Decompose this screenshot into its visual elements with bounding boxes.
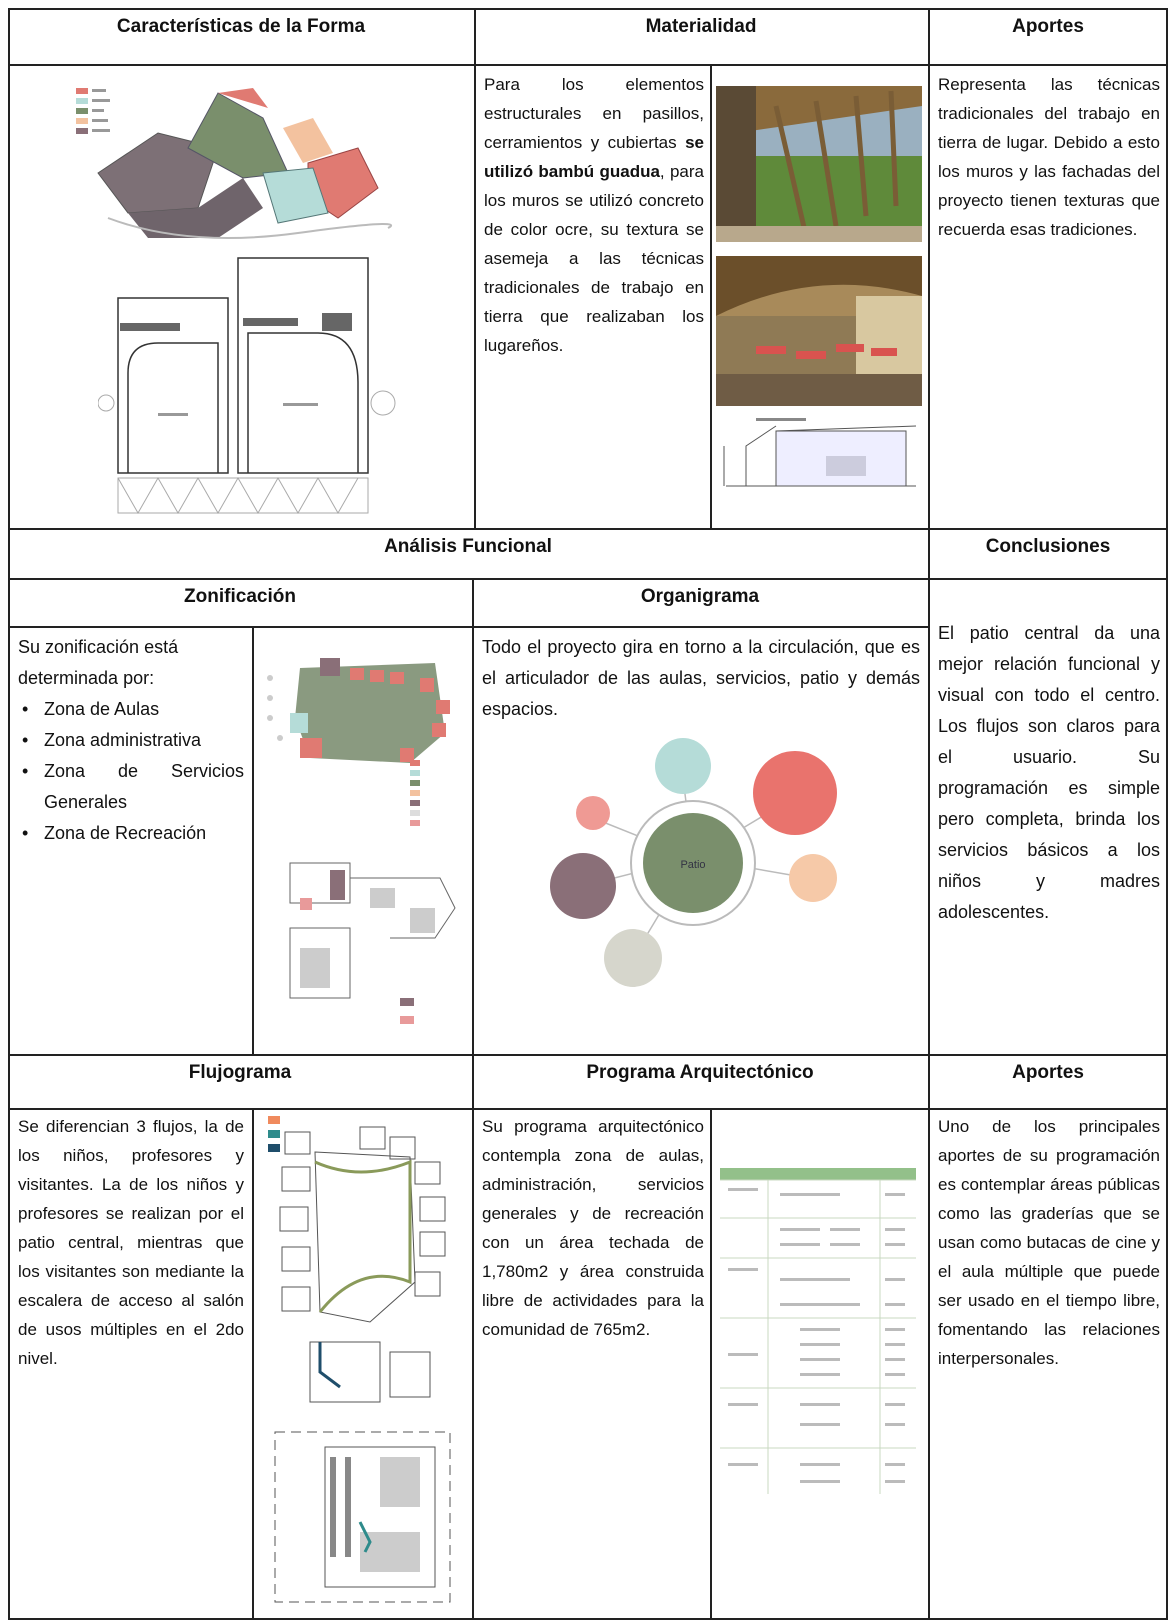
organigram-center-label: Patio xyxy=(680,859,706,871)
header-analisis: Análisis Funcional xyxy=(384,536,552,557)
flow-plans xyxy=(260,1112,470,1612)
header-zonificacion: Zonificación xyxy=(184,586,296,607)
materialidad-text xyxy=(484,70,704,360)
zonificacion-text xyxy=(18,632,244,849)
header-materialidad: Materialidad xyxy=(645,16,757,37)
flujograma-text: Se diferencian 3 flujos, la de los niños, profesores y visitantes. La de los niños y profesores se realizan por el patio central, mientras que los visitantes son mediante la escalera de acceso al salón de usos múltiples en el 2do nivel. xyxy=(18,1117,244,1368)
organigrama-text: Todo el proyecto gira en torno a la circulación, que es el articulador de las aulas, servicios, patio y demás espacios. xyxy=(482,637,920,719)
zonificacion-item: • Zona de Aulas xyxy=(44,694,244,725)
floor-plan-drawing xyxy=(98,253,398,518)
zonificacion-item: • Zona administrativa xyxy=(44,725,244,756)
section-drawing xyxy=(716,416,922,496)
zonificacion-intro: Su zonificación está determinada por: xyxy=(18,637,179,688)
header-aportes-top: Aportes xyxy=(1012,16,1084,37)
materialidad-text-part2: , para los muros se utilizó concreto de color ocre, su textura se asemeja a las técnicas tradicionales de trabajo en tierra que realizaban los lugareños. xyxy=(484,162,704,355)
zonificacion-item: • Zona de Servicios Generales xyxy=(44,756,244,818)
zonification-plans xyxy=(260,648,470,1048)
interior-photo xyxy=(716,256,922,406)
organigram-diagram xyxy=(548,738,868,1018)
header-conclusiones: Conclusiones xyxy=(985,536,1111,557)
header-flujograma: Flujograma xyxy=(188,1062,292,1083)
header-programa: Programa Arquitectónico xyxy=(586,1062,814,1083)
materialidad-text-part1: Para los elementos estructurales en pasillos, cerramientos y cubiertas xyxy=(484,75,704,152)
aportes-bottom-text: Uno de los principales aportes de su programación es contemplar áreas públicas como las graderías que se usan como butacas de cine y el aula múltiple que puede ser usado en el tiempo libre, fomentando las relaciones interpersonales. xyxy=(938,1117,1160,1368)
header-organigrama: Organigrama xyxy=(640,586,760,607)
analysis-table xyxy=(8,8,1168,1620)
programa-text: Su programa arquitectónico contempla zona de aulas, administración, servicios generales y de recreación con un área techada de 1,780m2 y área construida libre de actividades para la comunidad de 765m2. xyxy=(482,1117,704,1339)
header-aportes-bottom: Aportes xyxy=(1012,1062,1084,1083)
zonificacion-item: • Zona de Recreación xyxy=(44,818,244,849)
corridor-photo xyxy=(716,86,922,242)
program-table-image xyxy=(720,1168,916,1494)
conclusiones-text: El patio central da una mejor relación funcional y visual con todo el centro. Los flujos son claros para el usuario. Su programación es simple pero completa, brinda los servicios básicos a los niños y madres adolescentes. xyxy=(938,623,1160,922)
aportes-top-text: Representa las técnicas tradicionales del trabajo en tierra de lugar. Debido a esto los muros y las fachadas del proyecto tienen texturas que recuerda esas tradiciones. xyxy=(938,75,1160,239)
axonometric-drawing xyxy=(68,78,408,248)
materialidad-bold: se utilizó bambú guadua xyxy=(484,133,704,181)
header-forma: Características de la Forma xyxy=(116,16,366,37)
